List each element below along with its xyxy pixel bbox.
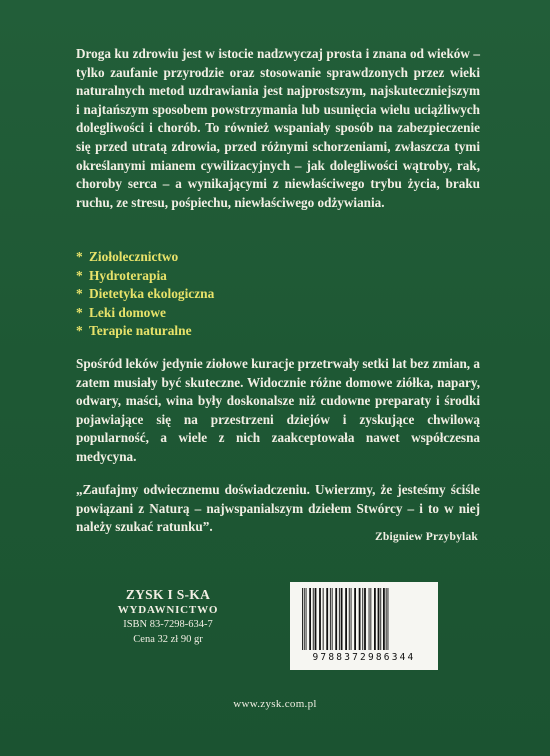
quote-author: Zbigniew Przybylak bbox=[375, 531, 478, 543]
barcode-bar bbox=[364, 588, 366, 650]
topic-list bbox=[76, 248, 214, 341]
publisher-website: www.zysk.com.pl bbox=[233, 698, 317, 710]
barcode-bar bbox=[369, 588, 370, 650]
barcode-bar bbox=[374, 588, 376, 650]
bullet-star: * bbox=[76, 304, 83, 320]
quote-paragraph: „Zaufajmy odwiecznemu doświadczeniu. Uwierzmy, że jesteśmy ściśle powiązani z Naturą – najwspanialszym dziełem Stwórcy – i to w niej należy szukać ratunku”. bbox=[76, 482, 480, 535]
barcode-bar bbox=[378, 588, 380, 650]
bullet-star: * bbox=[76, 286, 83, 302]
barcode-number: 9788372986344 bbox=[312, 652, 416, 663]
bullet-star: * bbox=[76, 267, 83, 283]
barcode-bar bbox=[302, 588, 303, 650]
barcode-bar bbox=[388, 588, 389, 650]
list-item-label: Leki domowe bbox=[89, 304, 166, 320]
list-item bbox=[76, 248, 214, 267]
isbn-number: ISBN 83-7298-634-7 bbox=[123, 619, 213, 630]
list-item-label: Terapie naturalne bbox=[89, 323, 192, 339]
barcode-bar bbox=[332, 588, 333, 650]
publisher-subtitle: WYDAWNICTWO bbox=[117, 604, 219, 616]
bullet-star: * bbox=[76, 323, 83, 339]
barcode-bar bbox=[326, 588, 328, 650]
barcode-bar bbox=[304, 588, 305, 650]
barcode bbox=[290, 582, 438, 670]
barcode-bar bbox=[335, 588, 337, 650]
barcode-bar bbox=[309, 588, 311, 650]
list-item bbox=[76, 304, 214, 323]
barcode-bar bbox=[370, 588, 371, 650]
barcode-bar bbox=[383, 588, 385, 650]
barcode-bar bbox=[380, 588, 381, 650]
barcode-bar bbox=[349, 588, 350, 650]
publisher-name: ZYSK I S-KA bbox=[125, 587, 211, 602]
barcode-bars bbox=[300, 588, 428, 650]
bullet-star: * bbox=[76, 249, 83, 264]
price-label: Cena 32 zł 90 gr bbox=[133, 634, 203, 645]
barcode-bar bbox=[386, 588, 387, 650]
publisher-block bbox=[108, 587, 228, 647]
barcode-bar bbox=[341, 588, 343, 650]
barcode-bar bbox=[354, 588, 356, 650]
barcode-bar bbox=[323, 588, 324, 650]
barcode-bar bbox=[319, 588, 321, 650]
barcode-bar bbox=[359, 588, 361, 650]
list-item bbox=[76, 267, 214, 286]
intro-paragraph: Droga ku zdrowiu jest w istocie nadzwyczaj prosta i znana od wieków – tylko zaufanie przyrodzie oraz stosowanie sprawdzonych przez wieki naturalnych metod uzdrawiania jest najprostszym, najskuteczniejszym i najtańszym sposobem powstrzymania lub usunięcia wielu uciążliwych dolegliwości i chorób. To również wspaniały sposób na zabezpieczenie się przed utratą zdrowia, przed różnymi schorzeniami, zwłaszcza tymi określanymi mianem cywilizacyjnych – jak dolegliwości wątroby, rak, choroby serca – a wynikającymi z niewłaściwego trybu życia, braku ruchu, ze stresu, pośpiechu, niewłaściwego odżywiania. bbox=[76, 46, 480, 210]
barcode-bar bbox=[330, 588, 331, 650]
barcode-bar bbox=[315, 588, 317, 650]
barcode-bar bbox=[345, 588, 347, 650]
barcode-bar bbox=[362, 588, 363, 650]
list-item bbox=[76, 285, 214, 304]
barcode-bar bbox=[351, 588, 352, 650]
barcode-bar bbox=[313, 588, 314, 650]
second-paragraph: Spośród leków jedynie ziołowe kuracje przetrwały setki lat bez zmian, a zatem musiały być skuteczne. Widocznie różne domowe ziółka, napary, odwary, maści, wina były doskonalsze niż cudowne preparaty i środki pojawiające się na przestrzeni dziejów i zyskujące chwilową popularność, a wiele z nich zaakceptowała nawet współczesna medycyna. bbox=[76, 356, 480, 464]
list-item bbox=[76, 322, 214, 341]
list-item-label: Hydroterapia bbox=[89, 267, 167, 283]
list-item-label: Dietetyka ekologiczna bbox=[89, 286, 215, 302]
list-item-label: Ziołolecznictwo bbox=[89, 249, 179, 264]
barcode-bar bbox=[339, 588, 340, 650]
barcode-bar bbox=[306, 588, 307, 650]
